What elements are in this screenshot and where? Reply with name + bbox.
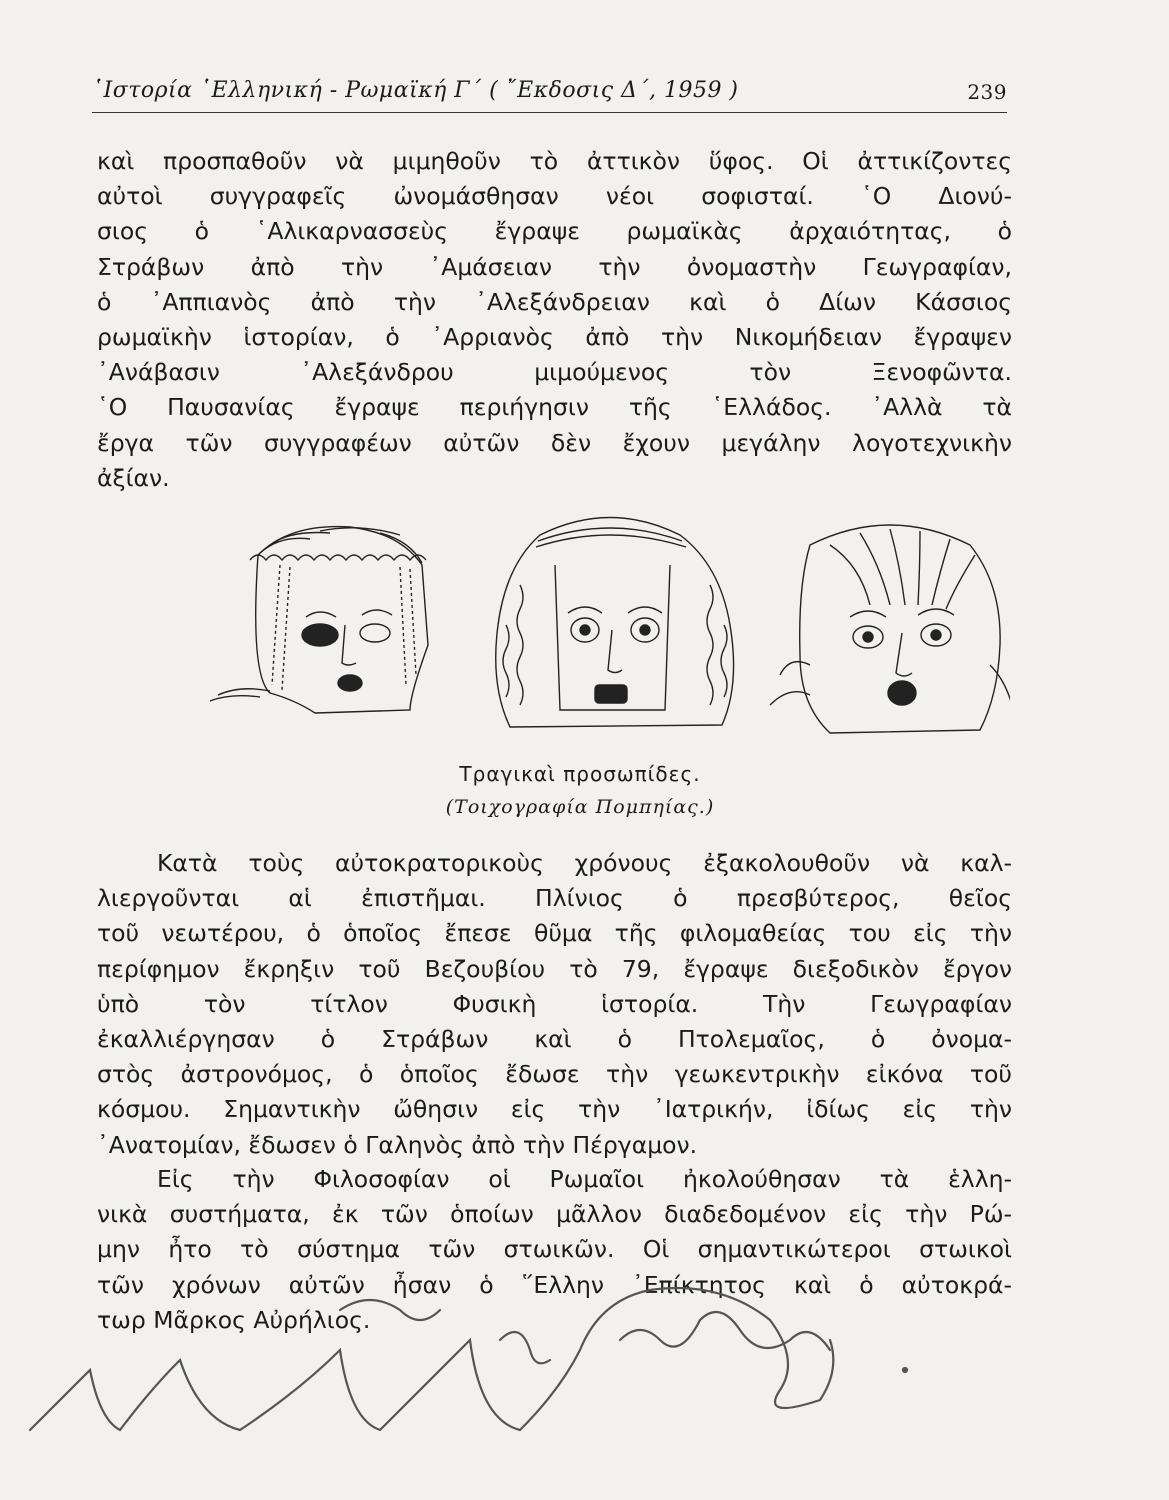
mask-wreathed — [210, 527, 428, 713]
text-line: στὸς ἀστρονόμος, ὁ ὁποῖος ἔδωσε τὴν γεωκεντρικὴν εἰκόνα τοῦ — [97, 1060, 1012, 1089]
text-line: νικὰ συστήματα, ἐκ τῶν ὁποίων μᾶλλον διαδεδομένον εἰς τὴν Ρώ- — [97, 1200, 1012, 1229]
text-line: τωρ Μᾶρκος Αὐρήλιος. — [97, 1305, 371, 1334]
text-line: ἐκαλλιέργησαν ὁ Στράβων καὶ ὁ Πτολεμαῖος, ὁ ὀνομα- — [97, 1024, 1012, 1053]
text-line: περίφημον ἔκρηξιν τοῦ Βεζουβίου τὸ 79, ἔγραψε διεξοδικὸν ἔργον — [97, 954, 1012, 983]
text-line: μην ἦτο τὸ σύστημα τῶν στωικῶν. Οἱ σημαντικώτεροι στωικοὶ — [97, 1235, 1012, 1264]
paragraph-sciences — [97, 846, 1012, 1163]
text-line: καὶ προσπαθοῦν νὰ μιμηθοῦν τὸ ἀττικὸν ὕφος. Οἱ ἀττικίζοντες — [97, 147, 1012, 175]
running-header — [92, 74, 1007, 110]
text-line: κόσμου. Σημαντικὴν ὤθησιν εἰς τὴν ᾿Ιατρικήν, ἰδίως εἰς τὴν — [97, 1095, 1012, 1124]
text-line: ὑπὸ τὸν τίτλον Φυσικὴ ἱστορία. Τὴν Γεωγραφίαν — [97, 989, 1012, 1018]
text-line: ᾿Ανατομίαν, ἔδωσεν ὁ Γαληνὸς ἀπὸ τὴν Πέργαμον. — [97, 1130, 698, 1159]
page-number: 239 — [967, 80, 1007, 104]
text-line: ὁ ᾿Αππιανὸς ἀπὸ τὴν ᾿Αλεξάνδρειαν καὶ ὁ Δίων Κάσσιος — [97, 287, 1012, 316]
text-line: ᾿Ανάβασιν ᾿Αλεξάνδρου μιμούμενος τὸν Ξενοφῶντα. — [97, 358, 1012, 387]
text-line: Εἰς τὴν Φιλοσοφίαν οἱ Ρωμαῖοι ἠκολούθησαν τὰ ἑλλη- — [157, 1165, 1012, 1193]
text-line: Κατὰ τοὺς αὐτοκρατορικοὺς χρόνους ἐξακολουθοῦν νὰ καλ- — [157, 849, 1012, 877]
handwritten-scribble — [0, 1280, 1169, 1500]
text-line: ρωμαϊκὴν ἱστορίαν, ὁ ᾿Αρριανὸς ἀπὸ τὴν Νικομήδειαν ἔγραψεν — [97, 322, 1012, 351]
text-line: Στράβων ἀπὸ τὴν ᾿Αμάσειαν τὴν ὀνομαστὴν Γεωγραφίαν, — [97, 252, 1012, 281]
text-line: τοῦ νεωτέρου, ὁ ὁποῖος ἔπεσε θῦμα τῆς φιλομαθείας του εἰς τὴν — [97, 919, 1012, 948]
text-line: ῾Ο Παυσανίας ἔγραψε περιήγησιν τῆς ῾Ελλάδος. ᾿Αλλὰ τὰ — [97, 393, 1012, 422]
text-line: ἔργα τῶν συγγραφέων αὐτῶν δὲν ἔχουν μεγάλην λογοτεχνικὴν — [97, 428, 1012, 457]
figure-source: (Τοιχογραφία Πομπηίας.) — [445, 796, 715, 818]
header-rule — [92, 112, 1007, 113]
text-line: αὐτοὶ συγγραφεῖς ὠνομάσθησαν νέοι σοφισταί. ῾Ο Διονύ- — [97, 182, 1012, 211]
mask-bald — [770, 525, 1010, 733]
text-line: τῶν χρόνων αὐτῶν ἦσαν ὁ ῞Ελλην ᾿Επίκτητος καὶ ὁ αὐτοκρά- — [97, 1270, 1012, 1299]
text-line: σιος ὁ ῾Αλικαρνασσεὺς ἔγραψε ρωμαϊκὰς ἀρχαιότητας, ὁ — [97, 217, 1012, 246]
text-line: λιεργοῦνται αἱ ἐπιστῆμαι. Πλίνιος ὁ πρεσβύτερος, θεῖος — [97, 884, 1012, 913]
paragraph-writers — [97, 144, 1012, 496]
tragic-masks-illustration — [210, 505, 1010, 745]
figure-caption: Τραγικαὶ προσωπίδες. — [459, 762, 701, 786]
text-line: ἀξίαν. — [97, 463, 170, 492]
mask-long-hair — [496, 518, 734, 728]
header-title: ῾Ιστορία ῾Ελληνική - Ρωμαϊκή Γ΄ ( ῎Εκδοσις Δ΄, 1959 ) — [92, 78, 739, 103]
